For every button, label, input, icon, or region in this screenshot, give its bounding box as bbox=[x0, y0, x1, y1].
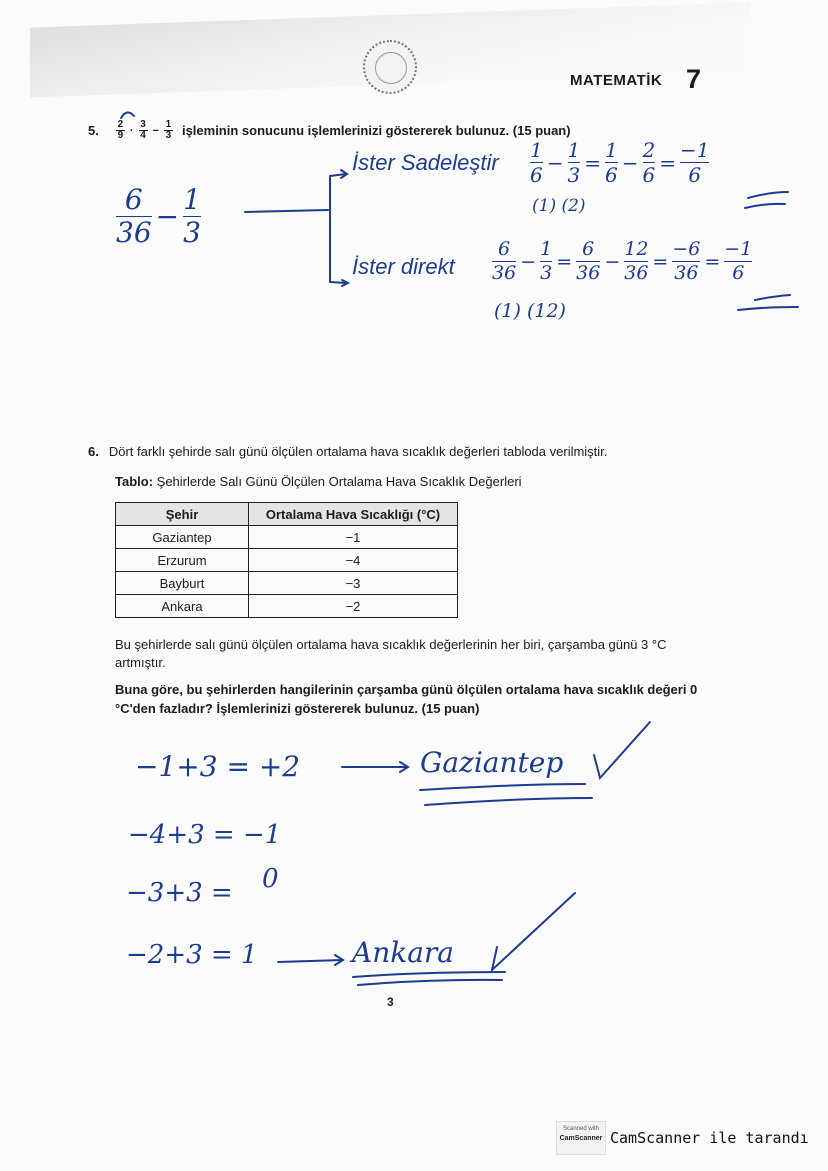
arrow-line bbox=[278, 955, 343, 965]
page-number: 3 bbox=[387, 995, 394, 1009]
temperature-table bbox=[115, 502, 458, 618]
denominator: 6 bbox=[642, 163, 656, 187]
branch2-expression bbox=[490, 240, 754, 283]
city-cell: Bayburt bbox=[116, 572, 249, 595]
work-line-2: −4+3 = −1 bbox=[128, 820, 282, 850]
arc-mark bbox=[121, 112, 134, 118]
table-row bbox=[116, 526, 458, 549]
camscanner-text: CamScanner ile tarandı bbox=[610, 1129, 809, 1147]
question-number: 6. bbox=[88, 444, 99, 459]
numerator: 1 bbox=[540, 238, 553, 260]
temperature-cell: −1 bbox=[249, 526, 458, 549]
bracket-line bbox=[330, 174, 346, 282]
numerator: −1 bbox=[680, 138, 710, 162]
temperature-cell: −2 bbox=[249, 595, 458, 618]
fraction bbox=[624, 240, 648, 283]
operator: − bbox=[604, 250, 621, 273]
city-cell: Gaziantep bbox=[116, 526, 249, 549]
numerator: 3 bbox=[140, 119, 146, 130]
table-header-row bbox=[116, 503, 458, 526]
denominator: 36 bbox=[492, 262, 517, 284]
work-line-4: −2+3 = 1 bbox=[126, 940, 258, 970]
caption-label: Tablo: bbox=[115, 474, 154, 489]
header-city: Şehir bbox=[116, 503, 249, 526]
fraction bbox=[724, 240, 752, 283]
bracket-line-lower bbox=[330, 282, 346, 283]
question-number: 5. bbox=[88, 123, 99, 138]
fraction bbox=[680, 140, 709, 185]
check-mark bbox=[594, 722, 650, 778]
check-mark bbox=[492, 893, 575, 970]
fraction bbox=[576, 240, 600, 283]
operator: = bbox=[556, 250, 573, 273]
fraction bbox=[568, 140, 581, 185]
operator: · bbox=[129, 124, 134, 137]
city-cell: Erzurum bbox=[116, 549, 249, 572]
question-text: işleminin sonucunu işlemlerinizi göstererek bulunuz. (15 puan) bbox=[181, 123, 571, 138]
denominator: 36 bbox=[576, 262, 601, 284]
denominator: 36 bbox=[674, 262, 699, 284]
answer-underline bbox=[745, 192, 788, 208]
question-6-intro bbox=[88, 444, 607, 459]
denominator: 9 bbox=[117, 130, 124, 141]
numerator: 12 bbox=[624, 238, 649, 260]
fraction bbox=[183, 183, 201, 249]
table-row bbox=[116, 549, 458, 572]
answer-underline bbox=[738, 295, 798, 310]
numerator: −6 bbox=[672, 238, 701, 260]
denominator: 3 bbox=[567, 163, 581, 187]
city-cell: Ankara bbox=[116, 595, 249, 618]
temperature-cell: −4 bbox=[249, 549, 458, 572]
subject-title: MATEMATİK bbox=[570, 72, 663, 89]
caption-text: Şehirlerde Salı Günü Ölçülen Ortalama Hava Sıcaklık Değerleri bbox=[156, 474, 522, 489]
operator: = bbox=[652, 250, 669, 273]
numerator: 6 bbox=[124, 183, 143, 216]
work-line-3-result: 0 bbox=[262, 864, 279, 894]
fraction bbox=[605, 140, 618, 185]
header-temperature: Ortalama Hava Sıcaklığı (°C) bbox=[249, 503, 458, 526]
question-info: Bu şehirlerde salı günü ölçülen ortalama hava sıcaklık değerlerinin her biri, çarşamba günü 3 °C artmıştır. bbox=[115, 637, 667, 670]
denominator: 3 bbox=[165, 130, 172, 141]
numerator: 2 bbox=[117, 119, 124, 130]
operator: − bbox=[155, 200, 180, 233]
answer-ankara: Ankara bbox=[352, 936, 454, 969]
operator: − bbox=[546, 150, 564, 175]
work-start-expression bbox=[114, 183, 203, 249]
fraction bbox=[540, 240, 552, 283]
work-line-3: −3+3 = bbox=[126, 878, 233, 908]
operator: = bbox=[704, 250, 721, 273]
branch1-expression bbox=[528, 140, 711, 185]
fraction bbox=[116, 183, 152, 249]
table-row bbox=[116, 595, 458, 618]
branch2-label: İster direkt bbox=[352, 254, 455, 279]
denominator: 3 bbox=[540, 262, 553, 284]
operator: − bbox=[621, 150, 639, 175]
arrow-line bbox=[342, 762, 408, 772]
fraction bbox=[530, 140, 543, 185]
numerator: 6 bbox=[582, 238, 595, 260]
question-prompt: Buna göre, bu şehirlerden hangilerinin çarşamba günü ölçülen ortalama hava sıcaklık değeri 0 °C'den fazladır? İşlemlerinizi göstererek bulunuz. (15 puan) bbox=[115, 682, 698, 716]
operator: = bbox=[584, 150, 601, 175]
denominator: 6 bbox=[732, 262, 745, 284]
denominator: 6 bbox=[530, 163, 543, 187]
camscanner-logo bbox=[556, 1121, 606, 1155]
answer-gaziantep: Gaziantep bbox=[420, 746, 564, 779]
answer-underline bbox=[353, 972, 505, 985]
denominator: 36 bbox=[116, 216, 152, 249]
denominator: 4 bbox=[140, 130, 146, 141]
numerator: 1 bbox=[165, 119, 172, 130]
numerator: 1 bbox=[183, 183, 201, 216]
numerator: −1 bbox=[724, 238, 753, 260]
operator: = bbox=[659, 150, 676, 175]
table-caption bbox=[115, 474, 522, 489]
numerator: 1 bbox=[530, 138, 543, 162]
numerator: 2 bbox=[642, 138, 656, 162]
branch1-factors: (1) (2) bbox=[532, 196, 586, 216]
fraction bbox=[643, 140, 656, 185]
fraction bbox=[492, 240, 516, 283]
temperature-cell: −3 bbox=[249, 572, 458, 595]
camscanner-footer bbox=[556, 1121, 809, 1155]
branch2-factors: (1) (12) bbox=[494, 300, 566, 322]
denominator: 3 bbox=[183, 216, 201, 249]
connector-line bbox=[245, 210, 328, 212]
operator: − bbox=[152, 124, 159, 137]
logo-top-text: Scanned with bbox=[562, 1126, 600, 1132]
work-line-1: −1+3 = +2 bbox=[135, 750, 301, 783]
denominator: 6 bbox=[688, 163, 702, 187]
numerator: 6 bbox=[498, 238, 511, 260]
denominator: 36 bbox=[624, 262, 649, 284]
numerator: 1 bbox=[567, 138, 581, 162]
branch1-label: İster Sadeleştir bbox=[352, 150, 499, 175]
question-intro-text: Dört farklı şehirde salı günü ölçülen ortalama hava sıcaklık değerleri tabloda verilmiştir. bbox=[108, 444, 608, 459]
answer-underline bbox=[420, 784, 592, 805]
logo-bottom-text: CamScanner bbox=[559, 1135, 603, 1142]
operator: − bbox=[520, 250, 537, 273]
grade-number: 7 bbox=[686, 64, 702, 94]
numerator: 1 bbox=[605, 138, 618, 162]
fraction bbox=[672, 240, 700, 283]
table-row bbox=[116, 572, 458, 595]
denominator: 6 bbox=[605, 163, 618, 187]
